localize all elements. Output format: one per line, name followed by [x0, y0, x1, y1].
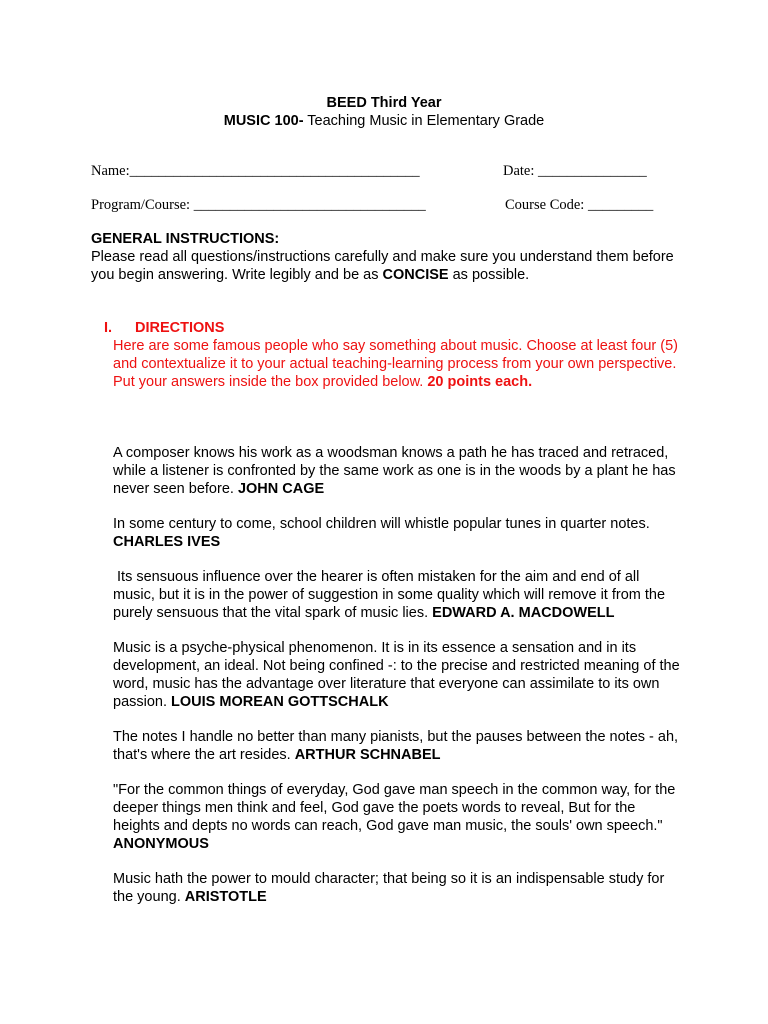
general-instructions [91, 230, 691, 284]
quote-author: JOHN CAGE [237, 481, 325, 497]
quote-item: Music is a psyche-physical phenomenon. It is in its essence a sensation and in its development, an ideal. Not being confined -: to the precise and restricted meaning of the word, music has the advantage over literature that everyone can assimilate to its own passion. LOUIS MOREAN GOTTSCHALK [113, 640, 684, 710]
quote-item: "For the common things of everyday, God gave man speech in the common way, for the deeper things men think and feel, God gave the poets words to reveal, But for the heights and depts no words can reach, God gave man music, the souls' own speech." ANONYMOUS [113, 782, 680, 852]
directions-section [91, 319, 691, 391]
general-instructions-text: Please read all questions/instructions carefully and make sure you understand them before you begin answering. Write legibly and be as CONCISE as possible. [91, 249, 674, 283]
directions-title: DIRECTIONS [135, 320, 225, 336]
header-course [0, 112, 768, 130]
course-code: MUSIC 100- [223, 113, 304, 129]
quote-item: Music hath the power to mould character; that being so it is an indispensable study for the young. ARISTOTLE [113, 871, 669, 905]
program-course-field[interactable]: Program/Course: ________________________________ [91, 197, 426, 213]
header-line1: BEED Third Year [326, 95, 442, 111]
quote-author: ARTHUR SCHNABEL [294, 747, 441, 763]
quote-item: The notes I handle no better than many pianists, but the pauses between the notes - ah, that's where the art resides. ARTHUR SCHNABEL [113, 729, 683, 763]
course-code-field[interactable]: Course Code: _________ [505, 197, 654, 213]
date-field[interactable]: Date: _______________ [503, 163, 647, 179]
quote-item: Its sensuous influence over the hearer is often mistaken for the aim and end of all music, but it is in the power of suggestion in some quality which will remove it from the purely sensuous that the vital spark of music lies. EDWARD A. MACDOWELL [113, 569, 670, 621]
quote-author: LOUIS MOREAN GOTTSCHALK [171, 694, 389, 710]
quote-author: EDWARD A. MACDOWELL [432, 605, 615, 621]
name-field[interactable]: Name:________________________________________ [91, 163, 420, 179]
quote-author: ARISTOTLE [184, 889, 267, 905]
quotes-list [113, 444, 683, 923]
points-note: 20 points each. [427, 374, 533, 390]
general-instructions-heading: GENERAL INSTRUCTIONS: [91, 231, 280, 247]
directions-number: I. [104, 320, 113, 336]
course-title: Teaching Music in Elementary Grade [303, 113, 545, 129]
quote-author: CHARLES IVES [113, 534, 221, 550]
directions-text: Here are some famous people who say something about music. Choose at least four (5) and contextualize it to your actual teaching-learning process from your own perspective. Put your answers inside the box provided below. 20 points each. [113, 338, 678, 390]
quote-author: ANONYMOUS [113, 836, 209, 852]
document-header [0, 94, 768, 130]
quote-item: In some century to come, school children will whistle popular tunes in quarter notes. CHARLES IVES [113, 516, 654, 550]
quote-item: A composer knows his work as a woodsman knows a path he has traced and retraced, while a listener is confronted by the same work as one is in the woods by a plant he has never seen before. JOHN CAGE [113, 445, 680, 497]
